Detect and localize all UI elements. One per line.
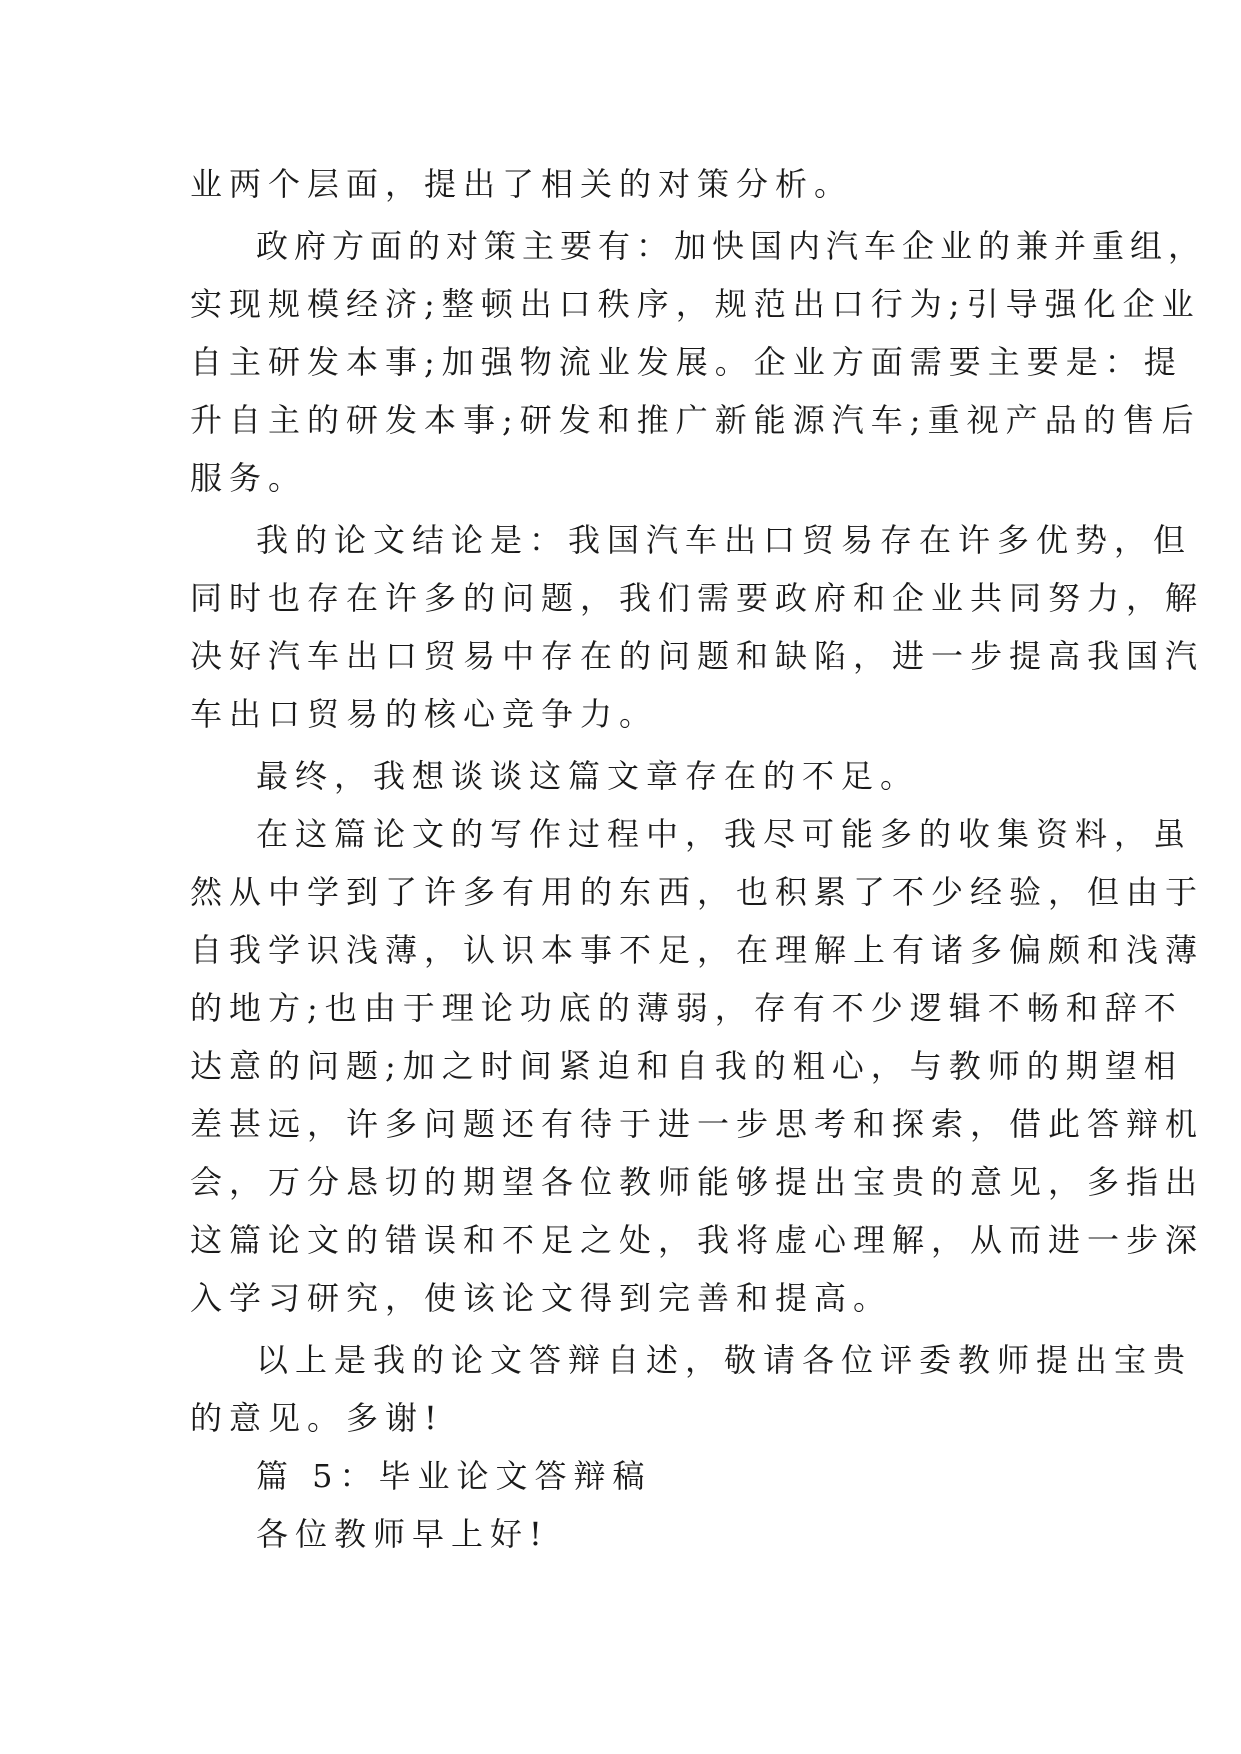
- text-line: 决好汽车出口贸易中存在的问题和缺陷，进一步提高我国汽: [190, 637, 1205, 675]
- section-heading: 篇 5：毕业论文答辩稿: [256, 1457, 652, 1495]
- text-line: 实现规模经济;整顿出口秩序，规范出口行为;引导强化企业: [190, 285, 1201, 323]
- text-line: 升自主的研发本事;研发和推广新能源汽车;重视产品的售后: [190, 401, 1201, 439]
- text-line: 入学习研究，使该论文得到完善和提高。: [190, 1279, 893, 1317]
- text-line: 然从中学到了许多有用的东西，也积累了不少经验，但由于: [190, 873, 1205, 911]
- text-line: 最终，我想谈谈这篇文章存在的不足。: [256, 757, 920, 795]
- text-line: 自主研发本事;加强物流业发展。企业方面需要主要是：提: [190, 343, 1183, 381]
- text-line: 自我学识浅薄，认识本事不足，在理解上有诸多偏颇和浅薄: [190, 931, 1205, 969]
- text-line: 这篇论文的错误和不足之处，我将虚心理解，从而进一步深: [190, 1221, 1205, 1259]
- text-line: 以上是我的论文答辩自述，敬请各位评委教师提出宝贵: [256, 1341, 1193, 1379]
- text-line: 服务。: [190, 459, 308, 497]
- text-line: 的意见。多谢!: [190, 1399, 444, 1437]
- greeting-line: 各位教师早上好!: [256, 1515, 549, 1553]
- text-line: 业两个层面，提出了相关的对策分析。: [190, 165, 854, 203]
- text-line: 在这篇论文的写作过程中，我尽可能多的收集资料，虽: [256, 815, 1193, 853]
- text-line: 车出口贸易的核心竞争力。: [190, 695, 659, 733]
- text-line: 同时也存在许多的问题，我们需要政府和企业共同努力，解: [190, 579, 1205, 617]
- text-line: 我的论文结论是：我国汽车出口贸易存在许多优势，但: [256, 521, 1193, 559]
- text-line: 差甚远，许多问题还有待于进一步思考和探索，借此答辩机: [190, 1105, 1205, 1143]
- text-line: 达意的问题;加之时间紧迫和自我的粗心，与教师的期望相: [190, 1047, 1183, 1085]
- text-line: 政府方面的对策主要有：加快国内汽车企业的兼并重组，: [256, 227, 1207, 265]
- text-line: 的地方;也由于理论功底的薄弱，存有不少逻辑不畅和辞不: [190, 989, 1183, 1027]
- text-line: 会，万分恳切的期望各位教师能够提出宝贵的意见，多指出: [190, 1163, 1205, 1201]
